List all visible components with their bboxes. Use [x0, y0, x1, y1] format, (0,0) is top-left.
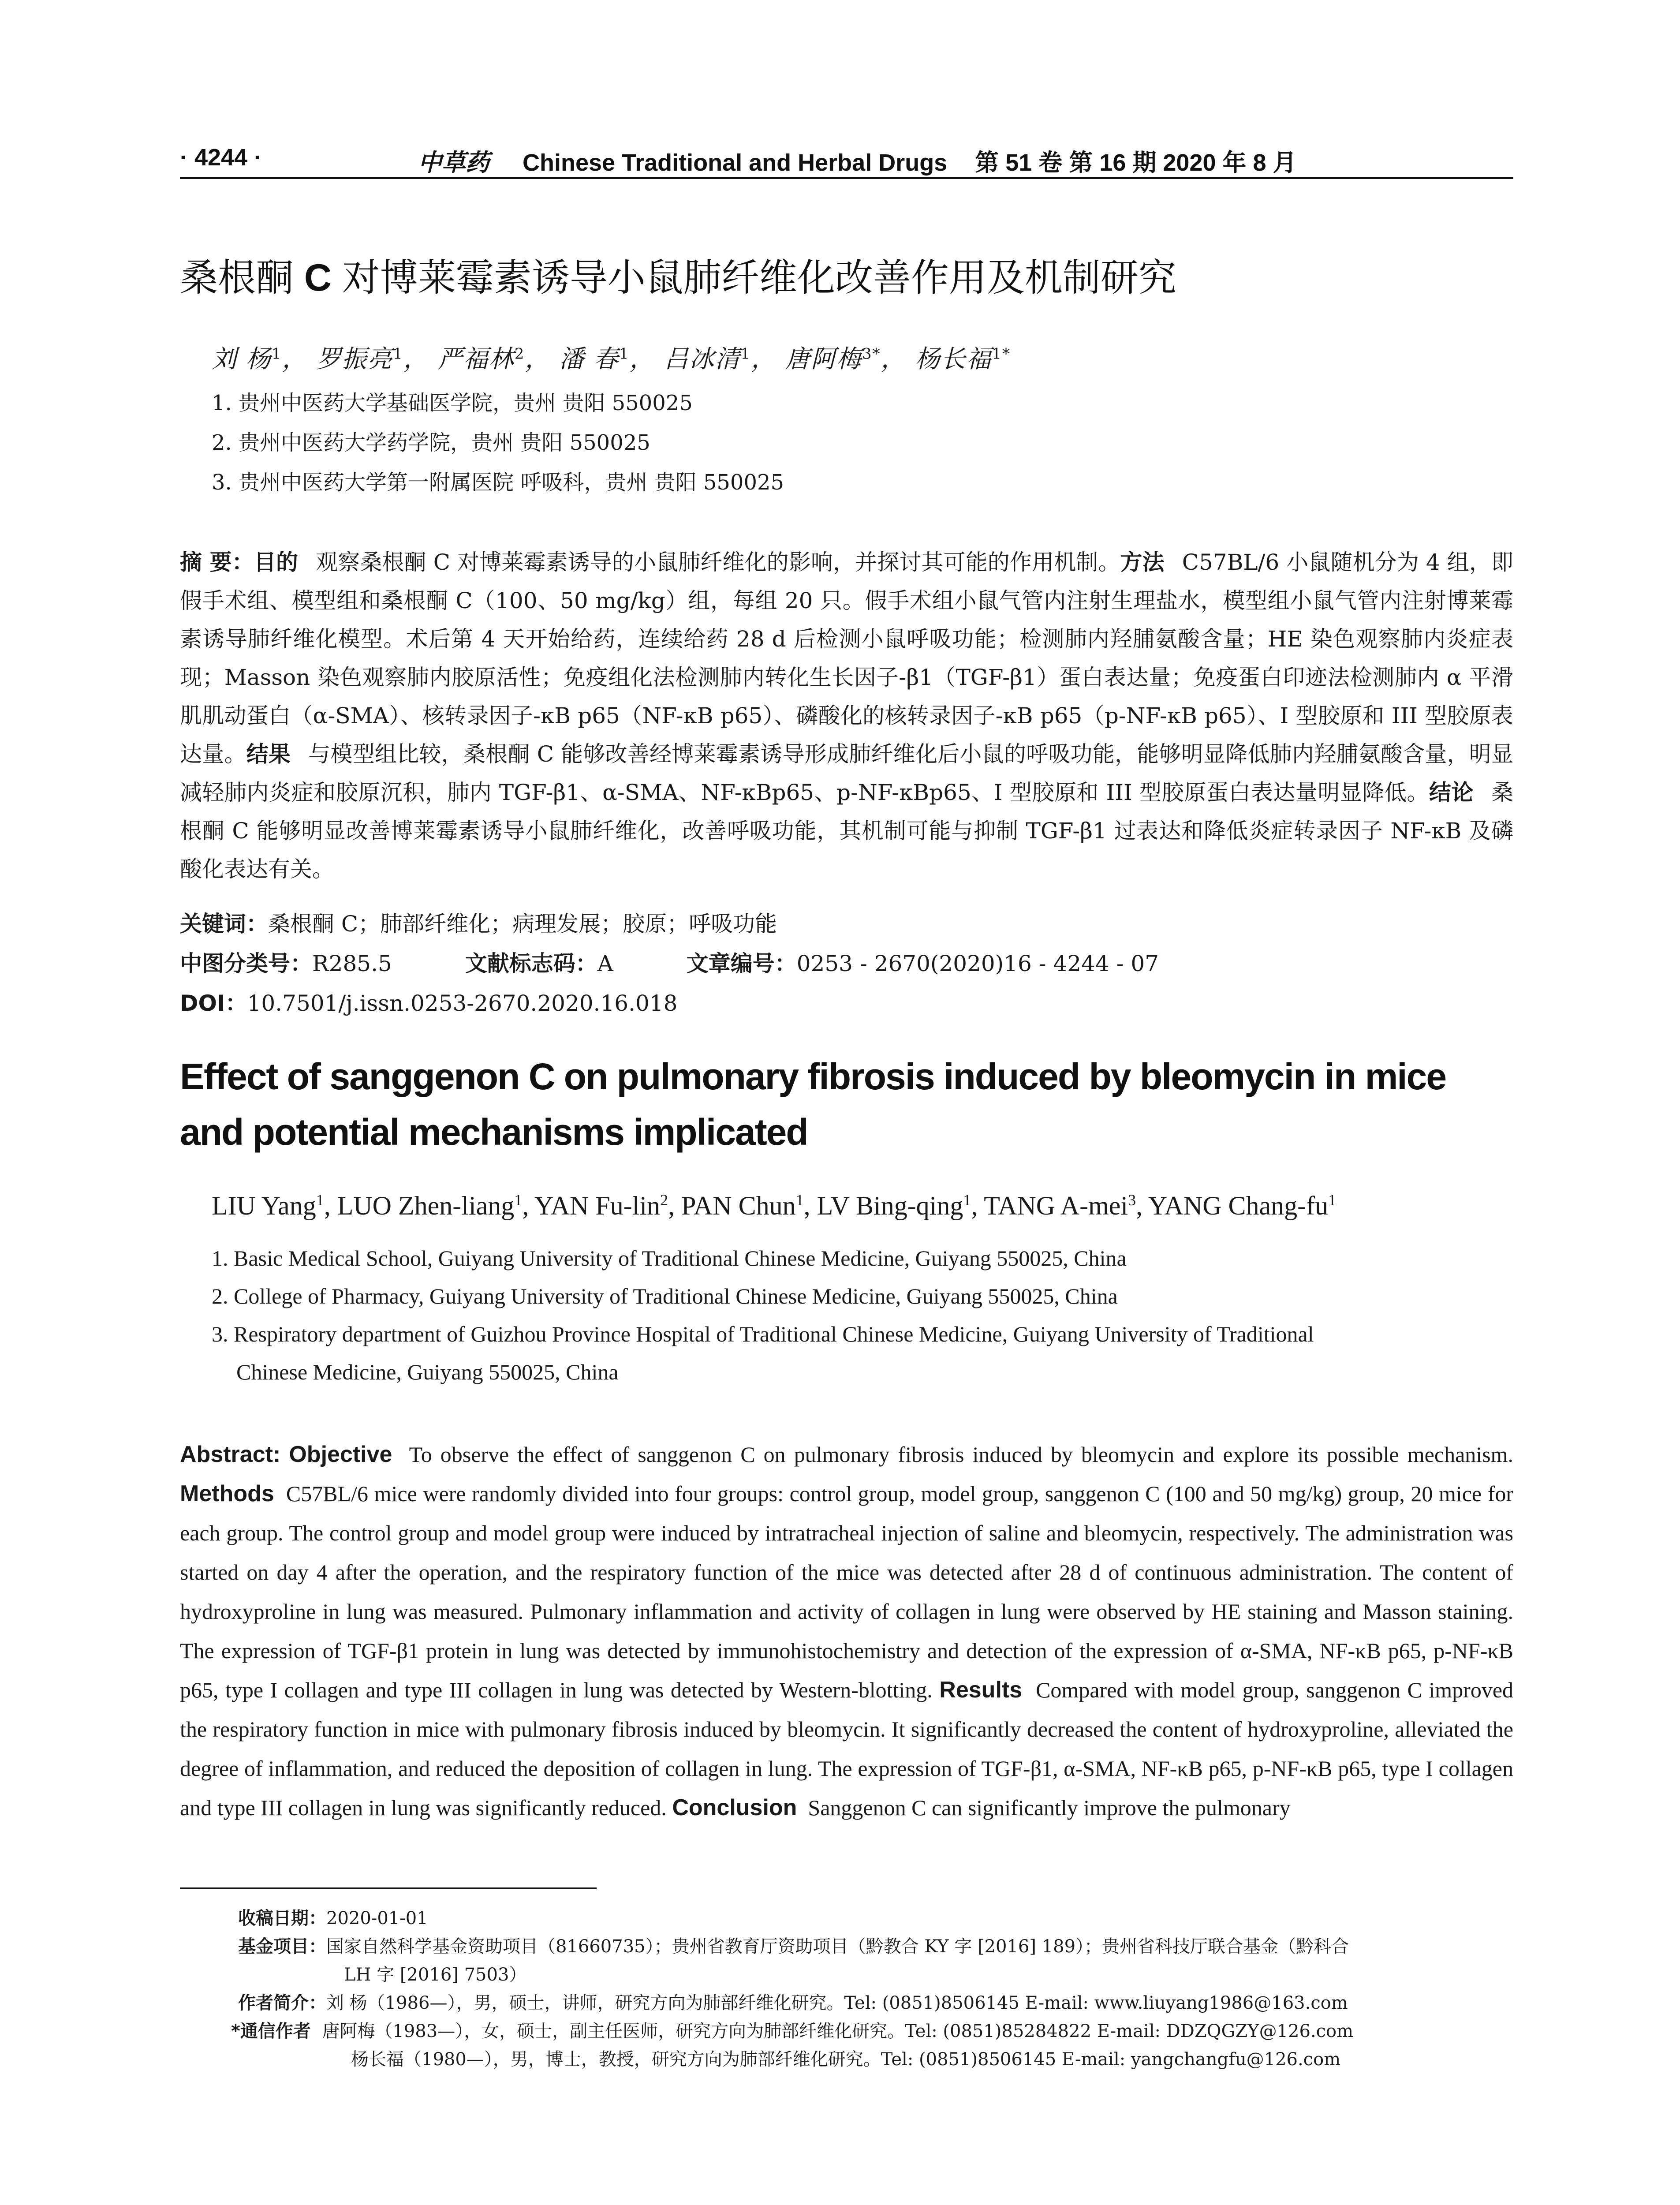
- journal-info: [418, 144, 1297, 178]
- footnote-block: [231, 1904, 1513, 2074]
- en-abstract: [180, 1435, 1513, 1828]
- corresponding-text: 唐阿梅（1983—），女，硕士，副主任医师，研究方向为肺部纤维化研究。Tel: (0851)85284822 E-mail: DDZQGZY@126.com: [322, 2021, 1354, 2041]
- cn-methods-label: 方法: [1120, 549, 1165, 575]
- cn-affiliation: 2. 贵州中医药大学药学院，贵州 贵阳 550025: [212, 430, 650, 455]
- journal-name-cn: 中草药: [418, 148, 489, 176]
- corresponding-label: *通信作者: [231, 2021, 311, 2041]
- cn-author-sup: 1*: [992, 345, 1011, 363]
- en-author-sup: 1: [1328, 1191, 1337, 1209]
- clc-label: 中图分类号：: [180, 951, 312, 976]
- cn-conclusion-label: 结论: [1429, 780, 1474, 805]
- en-methods-label: Methods: [180, 1481, 274, 1506]
- page-number: · 4244 ·: [180, 144, 262, 171]
- en-author: LUO Zhen-liang: [337, 1191, 515, 1220]
- en-abstract-label: Abstract:: [180, 1442, 281, 1467]
- en-author: LV Bing-qing: [817, 1191, 963, 1220]
- footnote-fund: [238, 1932, 1513, 1961]
- cn-methods-text: C57BL/6 小鼠随机分为 4 组，即假手术组、模型组和桑根酮 C（100、50 mg/kg）组，每组 20 只。假手术组小鼠气管内注射生理盐水，模型组小鼠气管内注射博莱霉素诱导肺纤维化模型。术后第 4 天开始给药，连续给药 28 d 后检测小鼠呼吸功能；检测肺内羟脯氨酸含量；HE 染色观察肺内炎症表现；Masson 染色观察肺内胶原活性；免疫组化法检测肺内转化生长因子-β1（TGF-β1）蛋白表达量；免疫蛋白印迹法检测肺内 α 平滑肌肌动蛋白（α-SMA）、核转录因子-κB p65（NF-κB p65）、磷酸化的核转录因子-κB p65（p-NF-κB p65）、I 型胶原和 III 型胶原表达量。: [180, 549, 1513, 767]
- cn-abstract: [180, 543, 1513, 889]
- en-author-sup: 1: [795, 1191, 804, 1209]
- en-results-label: Results: [939, 1677, 1023, 1703]
- cn-author: 潘 春: [559, 345, 619, 374]
- en-affiliation: 2. College of Pharmacy, Guiyang University of Traditional Chinese Medicine, Guiyang 550025, China: [212, 1284, 1118, 1308]
- cn-abstract-label: 摘 要：: [180, 549, 254, 575]
- author-bio-text: 刘 杨（1986—），男，硕士，讲师，研究方向为肺部纤维化研究。Tel: (0851)8506145 E-mail: www.liuyang1986@163.com: [326, 1993, 1348, 2013]
- en-author-sup: 1: [316, 1191, 324, 1209]
- fund-label: 基金项目：: [238, 1936, 326, 1957]
- en-affiliation: 1. Basic Medical School, Guiyang University of Traditional Chinese Medicine, Guiyang 550025, China: [212, 1246, 1127, 1271]
- en-objective-text: To observe the effect of sanggenon C on pulmonary fibrosis induced by bleomycin and explore its possible mechanism.: [409, 1442, 1513, 1467]
- doi-label: DOI：: [180, 990, 247, 1016]
- en-author-sup: 2: [660, 1191, 668, 1209]
- doi-value: 10.7501/j.issn.0253-2670.2020.16.018: [247, 990, 678, 1016]
- cn-author-sup: 1: [740, 345, 751, 363]
- en-author-sup: 3: [1128, 1191, 1136, 1209]
- journal-issue: 第 51 卷 第 16 期 2020 年 8 月: [975, 149, 1297, 176]
- en-author-sup: 1: [514, 1191, 523, 1209]
- cn-objective-text: 观察桑根酮 C 对博莱霉素诱导的小鼠肺纤维化的影响，并探讨其可能的作用机制。: [316, 549, 1120, 575]
- cn-author-list: 刘 杨$^1$， 罗振亮$^1$， 严福林$^2$， 潘 春$^1$， 吕冰清$^1$， 唐阿梅$^{3*}$， 杨长福$^{1*}$: [212, 345, 1011, 374]
- cn-author-sup: 3*: [862, 345, 881, 363]
- en-title: Effect of sanggenon C on pulmonary fibrosis induced by bleomycin in mice and potential mechanisms implicated: [180, 1056, 1446, 1153]
- doccode-value: A: [597, 951, 613, 976]
- cn-affiliation: 3. 贵州中医药大学第一附属医院 呼吸科，贵州 贵阳 550025: [212, 470, 784, 495]
- en-results-text: Compared with model group, sanggenon C improved the respiratory function in mice with pulmonary fibrosis induced by bleomycin. It significantly decreased the content of hydroxyproline, alleviated the degree of inflammation, and reduced the deposition of collagen in lung. The expression of TGF-β1, α-SMA, NF-κB p65, p-NF-κB p65, type I collagen and type III collagen in lung was significantly reduced.: [180, 1678, 1514, 1820]
- keywords-label: 关键词：: [180, 911, 268, 937]
- journal-name-en: Chinese Traditional and Herbal Drugs: [523, 149, 948, 176]
- footnote-rule: [180, 1887, 597, 1889]
- author-bio-label: 作者简介：: [238, 1993, 326, 2013]
- cn-objective-label: 目的: [254, 549, 299, 575]
- cn-title-pre: 桑根酮: [180, 256, 294, 300]
- en-conclusion-label: Conclusion: [672, 1795, 797, 1820]
- fund-text: 国家自然科学基金资助项目（81660735）；贵州省教育厅资助项目（黔教合 KY 字 [2016] 189）；贵州省科技厅联合基金（黔科合: [326, 1936, 1349, 1957]
- cn-classification: [180, 946, 1159, 978]
- running-header: [180, 141, 1513, 176]
- header-rule: [180, 177, 1513, 179]
- cn-title-post: 对博莱霉素诱导小鼠肺纤维化改善作用及机制研究: [342, 256, 1176, 300]
- cn-title-en: C: [294, 257, 342, 299]
- en-affiliations: [212, 1239, 1513, 1391]
- en-affiliation: 3. Respiratory department of Guizhou Province Hospital of Traditional Chinese Medicine, Guiyang University of Traditional: [212, 1322, 1314, 1346]
- en-author: PAN Chun: [681, 1191, 796, 1220]
- en-author-list: LIU Yang$^1$, LUO Zhen-liang$^1$, YAN Fu-lin$^2$, PAN Chun$^1$, LV Bing-qing$^1$, TANG A-mei$^3$, YANG Chang-$fu^1$: [212, 1191, 1337, 1220]
- cn-keywords: [180, 906, 777, 938]
- received-date: 2020-01-01: [326, 1908, 428, 1928]
- footnote-author: [238, 1989, 1513, 2017]
- cn-doi: [180, 986, 677, 1017]
- article-no-label: 文章编号：: [686, 951, 797, 976]
- en-objective-label: Objective: [289, 1442, 392, 1467]
- keywords-text: 桑根酮 C；肺部纤维化；病理发展；胶原；呼吸功能: [268, 911, 777, 937]
- cn-author: 刘 杨: [212, 345, 272, 374]
- footnote-corresponding: [231, 2017, 1513, 2045]
- en-affiliation: Chinese Medicine, Guiyang 550025, China: [236, 1360, 619, 1384]
- cn-title: [180, 247, 1503, 302]
- cn-author: 罗振亮: [316, 345, 393, 374]
- cn-affiliation: 1. 贵州中医药大学基础医学院，贵州 贵阳 550025: [212, 391, 693, 415]
- received-label: 收稿日期：: [238, 1908, 326, 1928]
- cn-author: 唐阿梅: [785, 345, 862, 374]
- en-author: YANG Chang-fu: [1148, 1191, 1329, 1220]
- footnote-corresponding-2: 杨长福（1980—），男，博士，教授，研究方向为肺部纤维化研究。Tel: (0851)8506145 E-mail: yangchangfu@126.com: [351, 2049, 1341, 2070]
- footnote-received: [238, 1904, 1513, 1932]
- cn-author-sup: 1: [271, 345, 282, 363]
- cn-results-text: 与模型组比较，桑根酮 C 能够改善经博莱霉素诱导形成肺纤维化后小鼠的呼吸功能，能够明显降低肺内羟脯氨酸含量，明显减轻肺内炎症和胶原沉积，肺内 TGF-β1、α-SMA、NF-κBp65、p-NF-κBp65、I 型胶原和 III 型胶原蛋白表达量明显降低。: [180, 741, 1514, 805]
- cn-author-sup: 1: [393, 345, 403, 363]
- cn-author: 严福林: [437, 345, 515, 374]
- footnote-fund-cont: LH 字 [2016] 7503）: [344, 1965, 527, 1985]
- cn-author-sup: 2: [514, 345, 525, 363]
- cn-author: 杨长福: [915, 345, 992, 374]
- doccode-label: 文献标志码：: [465, 951, 597, 976]
- en-methods-text: C57BL/6 mice were randomly divided into four groups: control group, model group, sanggenon C (100 and 50 mg/kg) group, 20 mice for each group. The control group and model group were induced by intratracheal injection of saline and bleomycin, respectively. The administration was started on day 4 after the operation, and the respiratory function of the mice was detected after 28 d of continuous administration. The content of hydroxyproline in lung was measured. Pulmonary inflammation and activity of collagen in lung were observed by HE staining and Masson staining. The expression of TGF-β1 protein in lung was detected by immunohistochemistry and detection of the expression of α-SMA, NF-κB p65, p-NF-κB p65, type I collagen and type III collagen in lung was detected by Western-blotting.: [180, 1481, 1513, 1702]
- clc-value: R285.5: [312, 951, 392, 976]
- en-author: YAN Fu-lin: [534, 1191, 661, 1220]
- en-conclusion-text: Sanggenon C can significantly improve the pulmonary: [808, 1795, 1291, 1820]
- cn-author: 吕冰清: [664, 345, 741, 374]
- en-author-sup: 1: [963, 1191, 971, 1209]
- article-no-value: 0253 - 2670(2020)16 - 4244 - 07: [796, 951, 1159, 976]
- en-author: LIU Yang: [212, 1191, 316, 1220]
- cn-author-sup: 1: [619, 345, 630, 363]
- cn-results-label: 结果: [246, 741, 291, 767]
- cn-conclusion-text: 桑根酮 C 能够明显改善博莱霉素诱导小鼠肺纤维化，改善呼吸功能，其机制可能与抑制 TGF-β1 过表达和降低炎症转录因子 NF-κB 及磷酸化表达有关。: [180, 780, 1513, 882]
- en-author: TANG A-mei: [984, 1191, 1128, 1220]
